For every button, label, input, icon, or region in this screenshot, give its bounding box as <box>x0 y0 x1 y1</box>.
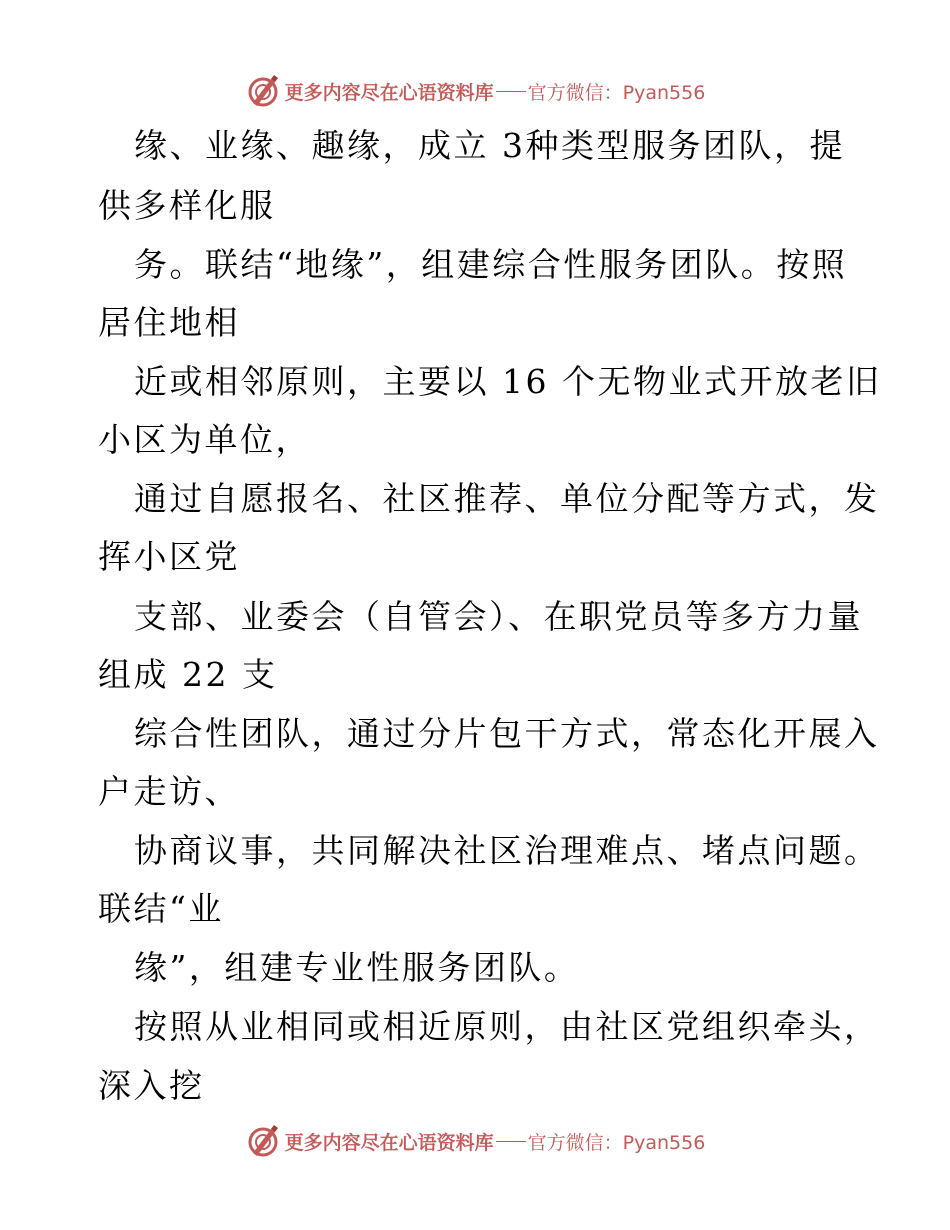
body-line: 通过自愿报名、社区推荐、单位分配等方式，发 <box>134 479 880 518</box>
footer-banner <box>0 1121 950 1161</box>
header-banner-tail: 官方微信：Pyan556 <box>527 81 706 104</box>
body-line: 供多样化服 <box>98 186 276 225</box>
footer-banner-text: 更多内容尽在心语资料库 <box>284 1131 494 1154</box>
header-banner <box>0 71 950 111</box>
body-line: 综合性团队，通过分片包干方式，常态化开展入 <box>134 714 880 753</box>
body-line: 小区为单位， <box>98 420 311 459</box>
body-line: 按照从业相同或相近原则，由社区党组织牵头， <box>134 1007 880 1046</box>
header-banner-dash <box>496 91 526 92</box>
body-line: 协商议事，共同解决社区治理难点、堵点问题。 <box>134 831 880 870</box>
body-line: 支部、业委会（自管会）、在职党员等多方力量 <box>134 597 863 636</box>
body-line: 深入挖 <box>98 1066 205 1105</box>
header-banner-text: 更多内容尽在心语资料库 <box>284 81 494 104</box>
body-line: 组成 22 支 <box>98 655 278 694</box>
body-line: 近或相邻原则，主要以 16 个无物业式开放老旧 <box>134 362 882 401</box>
body-line: 挥小区党 <box>98 537 240 576</box>
footer-banner-tail: 官方微信：Pyan556 <box>527 1131 706 1154</box>
body-line: 户走访、 <box>98 772 240 811</box>
pen-logo-icon <box>245 1123 281 1159</box>
body-line: 缘、业缘、趣缘，成立 3种类型服务团队，提 <box>134 126 845 165</box>
body-line: 务。联结“地缘”，组建综合性服务团队。按照 <box>134 245 848 284</box>
body-line: 居住地相 <box>98 303 240 342</box>
pen-logo-icon <box>245 73 281 109</box>
footer-banner-dash <box>496 1141 526 1142</box>
body-line: 缘”，组建专业性服务团队。 <box>134 948 580 987</box>
body-line: 联结“业 <box>98 889 224 928</box>
